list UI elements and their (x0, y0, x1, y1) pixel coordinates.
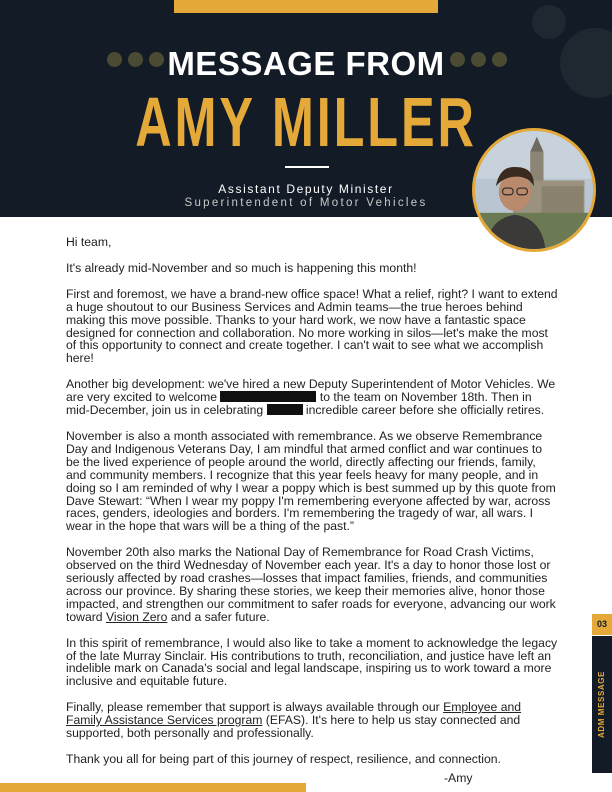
hiring-text-a: Another big development: we've hired a new Deputy Superintendent of Motor Vehicles. We are very excited to welcome (66, 377, 556, 405)
letter-paragraph-sinclair: In this spirit of remembrance, I would also like to take a moment to acknowledge the legacy of the late Murray Sinclair. His contributions to truth, reconciliation, and justice have left an indelible mark on Canada's social and legal landscape, inspiring us to work toward a more inclusive and equitable future. (66, 635, 558, 689)
section-label: ADM MESSAGE (597, 670, 607, 739)
road-crash-text-b: and a safer future. (167, 609, 270, 624)
letter-paragraph-closing: Thank you all for being part of this journey of respect, resilience, and connection. (66, 752, 501, 766)
letter-greeting: Hi team, (66, 235, 112, 249)
vision-zero-link[interactable]: Vision Zero (105, 609, 168, 624)
redacted-name (220, 391, 316, 402)
letter-paragraph-road-crash (66, 546, 558, 623)
letter-paragraph-remembrance: November is also a month associated with remembrance. As we observe Remembrance Day and Indigenous Veterans Day, I am mindful that armed conflict and war continues to be the lived experience of people around the world, directly affecting our friends, family, and community members. I recognize that this year feels heavy for many people, and in doing so I am reminded of why I wear a poppy which is best summed up by this quote from Dave Stewart: “When I wear my poppy I'm remembering everyone affected by war, across races, genders, ideologies and borders. I'm remembering the tragedy of war, all wars. I wear in the hope that wars will be a thing of the past.” (66, 428, 556, 534)
efas-text-a: Finally, please remember that support is always available through our (66, 700, 444, 715)
portrait-illustration (475, 131, 593, 249)
road-crash-text-a: November 20th also marks the National Day of Remembrance for Road Crash Victims, observed on the third Wednesday of November each year. It's a day to honor those lost or seriously affected by road crashes—losses that impact families, friends, and communities across our province. By sharing these stories, we keep their memories alive, honor those impacted, and strengthen our commitment to safer roads for everyone, advancing our work toward (66, 545, 556, 624)
letter-paragraph-hiring (66, 378, 558, 417)
decorative-circle (532, 5, 566, 39)
bottom-accent-bar (0, 783, 306, 792)
title-message-from: MESSAGE FROM (167, 45, 445, 82)
letter-paragraph-efas (66, 701, 558, 740)
letter-body (66, 236, 558, 779)
hiring-text-c: incredible career before she officially retires. (302, 403, 545, 418)
section-label-wrapper (592, 636, 612, 773)
title-divider (285, 166, 329, 168)
efas-program-link[interactable]: Employee and Family Assistance Services program (66, 700, 522, 728)
author-role: Superintendent of Motor Vehicles (184, 197, 428, 209)
signature: -Amy (444, 771, 473, 785)
letter-paragraph-office: First and foremost, we have a brand-new office space! What a relief, right? I want to extend a huge shoutout to our Business Services and Admin teams—the true heroes behind making this move possible. Thanks to your hard work, we now have a fantastic space designed for connection and collaboration. No more working in silos—let's make the most of this opportunity to connect and create together. I can't wait to see what we accomplish here! (66, 286, 558, 366)
efas-text-b: (EFAS). It's here to help us stay connected and supported, both personally and professionally. (66, 713, 521, 741)
author-position: Assistant Deputy Minister (218, 182, 394, 196)
redacted-name (267, 404, 303, 415)
top-accent-bar (174, 0, 438, 13)
letter-paragraph-intro: It's already mid-November and so much is happening this month! (66, 260, 417, 275)
page-number-badge: 03 (592, 614, 612, 635)
author-portrait-photo (472, 128, 596, 252)
title-author-name: AMY MILLER (135, 83, 477, 161)
hiring-text-b: to the team on November 18th. Then in mid-December, join us in celebrating (66, 390, 532, 418)
